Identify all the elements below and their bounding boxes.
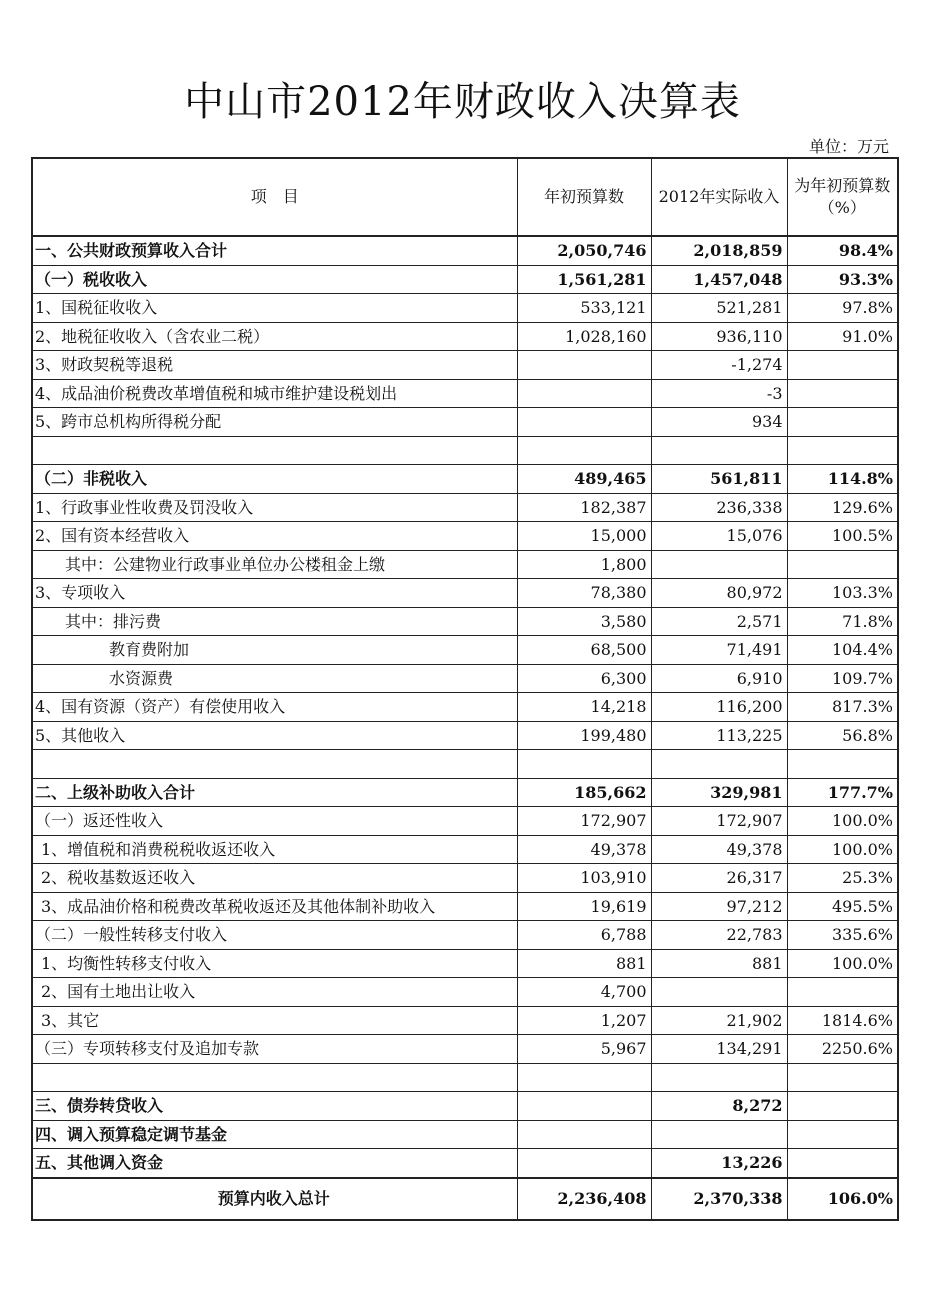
- row-label: 五、其他调入资金: [32, 1149, 517, 1178]
- header-ratio: [787, 158, 898, 236]
- row-ratio: 97.8%: [787, 294, 898, 323]
- table-row: [32, 978, 898, 1007]
- table-row: [32, 750, 898, 779]
- table-row: [32, 379, 898, 408]
- row-actual: [651, 1120, 787, 1149]
- row-actual: 2,018,859: [651, 236, 787, 265]
- row-ratio: [787, 379, 898, 408]
- row-ratio: 98.4%: [787, 236, 898, 265]
- row-label: 三、债券转贷收入: [32, 1092, 517, 1121]
- row-label: 2、税收基数返还收入: [32, 864, 517, 893]
- row-label: 教育费附加: [32, 636, 517, 665]
- header-budget: 年初预算数: [517, 158, 651, 236]
- row-actual: [651, 436, 787, 465]
- row-ratio: 129.6%: [787, 493, 898, 522]
- table-row: [32, 408, 898, 437]
- row-ratio: [787, 978, 898, 1007]
- row-actual: 934: [651, 408, 787, 437]
- header-actual: 2012年实际收入: [651, 158, 787, 236]
- table-row: [32, 1063, 898, 1092]
- row-budget: [517, 1092, 651, 1121]
- row-ratio: 100.0%: [787, 835, 898, 864]
- row-budget: 2,050,746: [517, 236, 651, 265]
- row-ratio: 71.8%: [787, 607, 898, 636]
- row-label: 水资源费: [32, 664, 517, 693]
- table-row: [32, 807, 898, 836]
- row-actual: 80,972: [651, 579, 787, 608]
- row-ratio: [787, 351, 898, 380]
- table-row: [32, 1149, 898, 1178]
- row-budget: 1,561,281: [517, 265, 651, 294]
- row-budget: 1,028,160: [517, 322, 651, 351]
- row-label: （三）专项转移支付及追加专款: [32, 1035, 517, 1064]
- header-item: 项 目: [32, 158, 517, 236]
- row-ratio: 100.0%: [787, 949, 898, 978]
- row-label: （二）一般性转移支付收入: [32, 921, 517, 950]
- row-budget: 15,000: [517, 522, 651, 551]
- row-actual: 13,226: [651, 1149, 787, 1178]
- row-ratio: 817.3%: [787, 693, 898, 722]
- table-row: [32, 921, 898, 950]
- row-budget: 1,207: [517, 1006, 651, 1035]
- row-label: 二、上级补助收入合计: [32, 778, 517, 807]
- row-budget: 68,500: [517, 636, 651, 665]
- row-budget: 199,480: [517, 721, 651, 750]
- table-row: [32, 664, 898, 693]
- row-ratio: [787, 436, 898, 465]
- row-label: 2、国有土地出让收入: [32, 978, 517, 1007]
- table-row: [32, 351, 898, 380]
- row-ratio: [787, 1092, 898, 1121]
- row-actual: [651, 750, 787, 779]
- row-actual: 236,338: [651, 493, 787, 522]
- row-ratio: 100.0%: [787, 807, 898, 836]
- table-row: [32, 864, 898, 893]
- row-budget: 103,910: [517, 864, 651, 893]
- row-label: 一、公共财政预算收入合计: [32, 236, 517, 265]
- table-row: [32, 835, 898, 864]
- row-budget: 49,378: [517, 835, 651, 864]
- row-ratio: 495.5%: [787, 892, 898, 921]
- row-budget: 6,788: [517, 921, 651, 950]
- row-budget: 1,800: [517, 550, 651, 579]
- table-row: [32, 465, 898, 494]
- row-budget: 533,121: [517, 294, 651, 323]
- unit-label: 单位：万元: [808, 137, 889, 156]
- row-ratio: 93.3%: [787, 265, 898, 294]
- row-actual: -3: [651, 379, 787, 408]
- row-budget: [517, 1149, 651, 1178]
- row-actual: 134,291: [651, 1035, 787, 1064]
- total-row: [32, 1178, 898, 1220]
- row-label: （一）返还性收入: [32, 807, 517, 836]
- row-label: 1、均衡性转移支付收入: [32, 949, 517, 978]
- row-budget: 78,380: [517, 579, 651, 608]
- row-ratio: 25.3%: [787, 864, 898, 893]
- row-ratio: 56.8%: [787, 721, 898, 750]
- table-row: [32, 949, 898, 978]
- table-body: [32, 236, 898, 1178]
- row-actual: 21,902: [651, 1006, 787, 1035]
- row-actual: [651, 550, 787, 579]
- row-ratio: 335.6%: [787, 921, 898, 950]
- row-budget: [517, 379, 651, 408]
- row-ratio: [787, 408, 898, 437]
- table-row: [32, 721, 898, 750]
- row-ratio: 177.7%: [787, 778, 898, 807]
- row-ratio: 1814.6%: [787, 1006, 898, 1035]
- row-budget: 4,700: [517, 978, 651, 1007]
- row-ratio: 91.0%: [787, 322, 898, 351]
- row-actual: 936,110: [651, 322, 787, 351]
- table-row: [32, 265, 898, 294]
- row-actual: 172,907: [651, 807, 787, 836]
- table-row: [32, 493, 898, 522]
- row-label: [32, 1063, 517, 1092]
- row-label: 3、其它: [32, 1006, 517, 1035]
- table-row: [32, 322, 898, 351]
- row-actual: 521,281: [651, 294, 787, 323]
- row-label: 3、财政契税等退税: [32, 351, 517, 380]
- row-actual: 881: [651, 949, 787, 978]
- table-row: [32, 1006, 898, 1035]
- row-budget: 489,465: [517, 465, 651, 494]
- table-row: [32, 579, 898, 608]
- row-actual: 6,910: [651, 664, 787, 693]
- table-row: [32, 236, 898, 265]
- row-budget: [517, 1063, 651, 1092]
- row-actual: 2,571: [651, 607, 787, 636]
- row-actual: [651, 978, 787, 1007]
- row-ratio: [787, 1149, 898, 1178]
- table-row: [32, 1120, 898, 1149]
- row-actual: 15,076: [651, 522, 787, 551]
- row-ratio: 2250.6%: [787, 1035, 898, 1064]
- table-row: [32, 436, 898, 465]
- row-label: 其中：排污费: [32, 607, 517, 636]
- table-row: [32, 522, 898, 551]
- row-actual: 329,981: [651, 778, 787, 807]
- row-budget: [517, 436, 651, 465]
- table-row: [32, 1035, 898, 1064]
- total-actual: 2,370,338: [651, 1178, 787, 1220]
- total-budget: 2,236,408: [517, 1178, 651, 1220]
- row-label: 5、其他收入: [32, 721, 517, 750]
- row-actual: 1,457,048: [651, 265, 787, 294]
- row-actual: -1,274: [651, 351, 787, 380]
- row-budget: [517, 750, 651, 779]
- row-budget: [517, 408, 651, 437]
- row-actual: 49,378: [651, 835, 787, 864]
- row-actual: [651, 1063, 787, 1092]
- row-budget: 6,300: [517, 664, 651, 693]
- row-budget: 172,907: [517, 807, 651, 836]
- row-actual: 116,200: [651, 693, 787, 722]
- row-label: 2、国有资本经营收入: [32, 522, 517, 551]
- row-budget: 3,580: [517, 607, 651, 636]
- row-label: 2、地税征收收入（含农业二税）: [32, 322, 517, 351]
- row-label: 1、国税征收收入: [32, 294, 517, 323]
- table-row: [32, 892, 898, 921]
- row-label: 1、增值税和消费税税收返还收入: [32, 835, 517, 864]
- table-row: [32, 294, 898, 323]
- row-label: 3、专项收入: [32, 579, 517, 608]
- row-budget: 19,619: [517, 892, 651, 921]
- row-actual: 22,783: [651, 921, 787, 950]
- row-ratio: [787, 550, 898, 579]
- row-label: [32, 436, 517, 465]
- page-title: 中山市2012年财政收入决算表: [184, 79, 741, 125]
- row-label: 4、成品油价税费改革增值税和城市维护建设税划出: [32, 379, 517, 408]
- row-actual: 561,811: [651, 465, 787, 494]
- row-ratio: 109.7%: [787, 664, 898, 693]
- row-ratio: [787, 1120, 898, 1149]
- row-label: 5、跨市总机构所得税分配: [32, 408, 517, 437]
- row-actual: 97,212: [651, 892, 787, 921]
- total-ratio: 106.0%: [787, 1178, 898, 1220]
- table-row: [32, 607, 898, 636]
- row-label: （二）非税收入: [32, 465, 517, 494]
- row-ratio: [787, 750, 898, 779]
- row-label: [32, 750, 517, 779]
- row-ratio: 114.8%: [787, 465, 898, 494]
- table-row: [32, 693, 898, 722]
- row-budget: [517, 351, 651, 380]
- row-ratio: 103.3%: [787, 579, 898, 608]
- row-label: 3、成品油价格和税费改革税收返还及其他体制补助收入: [32, 892, 517, 921]
- row-label: 4、国有资源（资产）有偿使用收入: [32, 693, 517, 722]
- row-actual: 26,317: [651, 864, 787, 893]
- header-ratio-text: 为年初预算数（%）: [794, 176, 891, 217]
- row-actual: 113,225: [651, 721, 787, 750]
- row-ratio: [787, 1063, 898, 1092]
- row-label: 其中：公建物业行政事业单位办公楼租金上缴: [32, 550, 517, 579]
- row-label: 四、调入预算稳定调节基金: [32, 1120, 517, 1149]
- row-actual: 8,272: [651, 1092, 787, 1121]
- row-budget: 185,662: [517, 778, 651, 807]
- row-ratio: 100.5%: [787, 522, 898, 551]
- row-budget: 881: [517, 949, 651, 978]
- row-label: （一）税收收入: [32, 265, 517, 294]
- total-label: 预算内收入总计: [32, 1178, 517, 1220]
- row-budget: 14,218: [517, 693, 651, 722]
- table-row: [32, 778, 898, 807]
- row-label: 1、行政事业性收费及罚没收入: [32, 493, 517, 522]
- row-ratio: 104.4%: [787, 636, 898, 665]
- row-budget: 5,967: [517, 1035, 651, 1064]
- table-row: [32, 636, 898, 665]
- row-actual: 71,491: [651, 636, 787, 665]
- row-budget: 182,387: [517, 493, 651, 522]
- table-row: [32, 550, 898, 579]
- row-budget: [517, 1120, 651, 1149]
- header-row: [32, 158, 898, 236]
- table-row: [32, 1092, 898, 1121]
- revenue-table: [31, 157, 899, 1221]
